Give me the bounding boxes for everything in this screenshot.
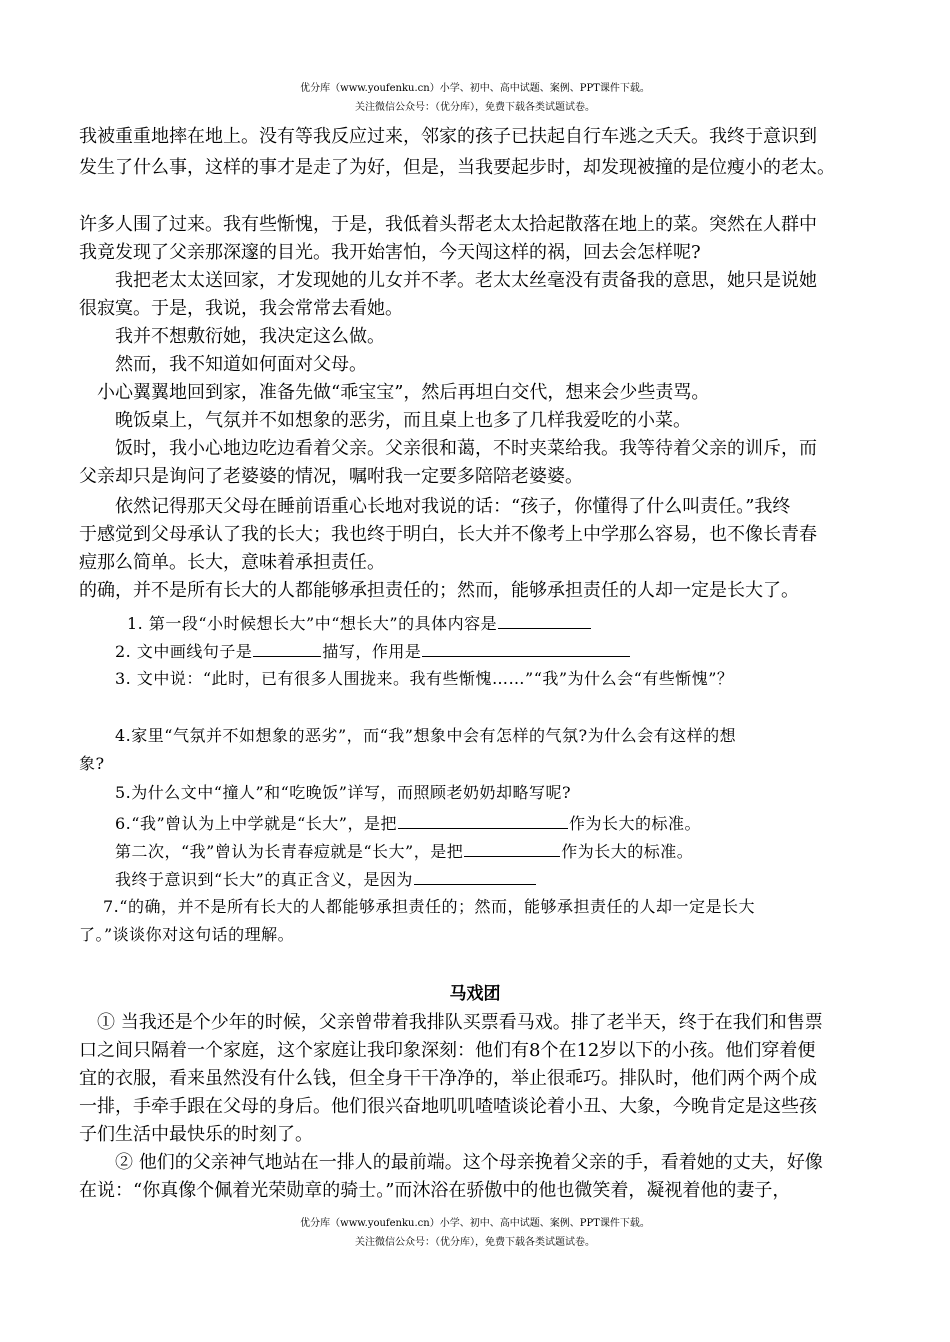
question-2	[115, 638, 631, 664]
question-1-text: 1. 第一段“小时候想长大”中“想长大”的具体内容是	[127, 614, 498, 633]
paragraph-line: ① 当我还是个少年的时候，父亲曾带着我排队买票看马戏。排了老半天，终于在我们和售票	[97, 1012, 823, 1033]
paragraph-line: 晚饭桌上，气氛并不如想象的恶劣，而且桌上也多了几样我爱吃的小菜。	[115, 410, 691, 431]
paragraph-line: 很寂寞。于是，我说，我会常常去看她。	[79, 298, 403, 319]
paragraph-line: 饭时，我小心地边吃边看着父亲。父亲很和蔼，不时夹菜给我。我等待着父亲的训斥，而	[115, 438, 817, 459]
paragraph-line: 口之间只隔着一个家庭，这个家庭让我印象深刻：他们有8个在12岁以下的小孩。他们穿着便	[79, 1040, 816, 1061]
paragraph-line: 然而，我不知道如何面对父母。	[115, 354, 367, 375]
question-7-line-1: 7.“的确，并不是所有长大的人都能够承担责任的；然而，能够承担责任的人却一定是长大	[103, 897, 755, 916]
footer-line-1: 优分库（www.youfenku.cn）小学、初中、高中试题、案例、PPT课件下载。	[300, 1218, 650, 1229]
paragraph-line: 的确，并不是所有长大的人都能够承担责任的；然而，能够承担责任的人却一定是长大了。	[79, 580, 799, 601]
paragraph-line: 宜的衣服，看来虽然没有什么钱，但全身干干净净的，举止很乖巧。排队时，他们两个两个成	[79, 1068, 817, 1089]
question-6a-suffix: 作为长大的标准。	[569, 814, 702, 833]
question-6b-suffix: 作为长大的标准。	[561, 842, 694, 861]
paragraph-line: 我并不想敷衍她，我决定这么做。	[115, 326, 385, 347]
question-6c-text: 我终于意识到“长大”的真正含义，是因为	[115, 870, 413, 889]
question-6a-text: 6.“我”曾认为上中学就是“长大”，是把	[115, 814, 397, 833]
paragraph-line: 我被重重地摔在地上。没有等我反应过来，邻家的孩子已扶起自行车逃之夭夭。我终于意识到	[79, 126, 817, 147]
paragraph-line: 许多人围了过来。我有些惭愧，于是，我低着头帮老太太拾起散落在地上的菜。突然在人群中	[79, 214, 817, 235]
question-1	[127, 610, 592, 636]
answer-blank[interactable]	[398, 810, 568, 829]
answer-blank[interactable]	[422, 638, 630, 657]
passage-title: 马戏团	[449, 984, 501, 1004]
question-3: 3. 文中说：“此时，已有很多人围拢来。我有些惭愧……”“我”为什么会“有些惭愧”？	[115, 669, 734, 688]
answer-blank[interactable]	[464, 838, 560, 857]
paragraph-line: 小心翼翼地回到家，准备先做“乖宝宝”，然后再坦白交代，想来会少些责骂。	[97, 382, 710, 403]
answer-blank[interactable]	[498, 610, 591, 629]
question-6c	[115, 866, 537, 892]
paragraph-line: ② 他们的父亲神气地站在一排人的最前端。这个母亲挽着父亲的手，看着她的丈夫，好像	[115, 1152, 823, 1173]
paragraph-line: 父亲却只是询问了老婆婆的情况，嘱咐我一定要多陪陪老婆婆。	[79, 466, 583, 487]
paragraph-line: 我把老太太送回家，才发现她的儿女并不孝。老太太丝毫没有责备我的意思，她只是说她	[115, 270, 817, 291]
paragraph-line: 依然记得那天父母在睡前语重心长地对我说的话：“孩子，你懂得了什么叫责任。”我终	[115, 496, 791, 517]
paragraph-line: 在说：“你真像个佩着光荣勋章的骑士。”而沐浴在骄傲中的他也微笑着，凝视着他的妻子，	[79, 1180, 791, 1201]
paragraph-line: 一排，手牵手跟在父母的身后。他们很兴奋地叽叽喳喳谈论着小丑、大象，今晚肯定是这些孩	[79, 1096, 817, 1117]
answer-blank[interactable]	[253, 638, 321, 657]
question-6b	[115, 838, 693, 864]
header-line-2: 关注微信公众号：（优分库），免费下载各类试题试卷。	[355, 102, 595, 113]
question-4-line-1: 4.家里“气氛并不如想象的恶劣”，而“我”想象中会有怎样的气氛?为什么会有这样的想	[115, 726, 737, 745]
question-6b-text: 第二次，“我”曾认为长青春痘就是“长大”，是把	[115, 842, 464, 861]
paragraph-line: 于感觉到父母承认了我的长大；我也终于明白，长大并不像考上中学那么容易，也不像长青春	[79, 524, 817, 545]
paragraph-line: 子们生活中最快乐的时刻了。	[79, 1124, 313, 1145]
paragraph-line: 发生了什么事，这样的事才是走了为好，但是，当我要起步时，却发现被撞的是位瘦小的老太。	[79, 157, 835, 178]
question-5: 5.为什么文中“撞人”和“吃晚饭”详写，而照顾老奶奶却略写呢?	[115, 783, 572, 802]
footer-line-2: 关注微信公众号：（优分库），免费下载各类试题试卷。	[355, 1237, 595, 1248]
header-line-1: 优分库（www.youfenku.cn）小学、初中、高中试题、案例、PPT课件下载。	[300, 83, 650, 94]
paragraph-line: 痘那么简单。长大，意味着承担责任。	[79, 552, 385, 573]
question-6a	[115, 810, 701, 836]
question-4-line-2: 象?	[79, 754, 105, 773]
paragraph-line: 我竟发现了父亲那深邃的目光。我开始害怕，今天闯这样的祸，回去会怎样呢?	[79, 242, 701, 263]
question-7-line-2: 了。”谈谈你对这句话的理解。	[79, 925, 295, 944]
answer-blank[interactable]	[414, 866, 536, 885]
question-2-text-a: 2. 文中画线句子是	[115, 642, 253, 661]
question-2-text-b: 描写，作用是	[322, 642, 422, 661]
